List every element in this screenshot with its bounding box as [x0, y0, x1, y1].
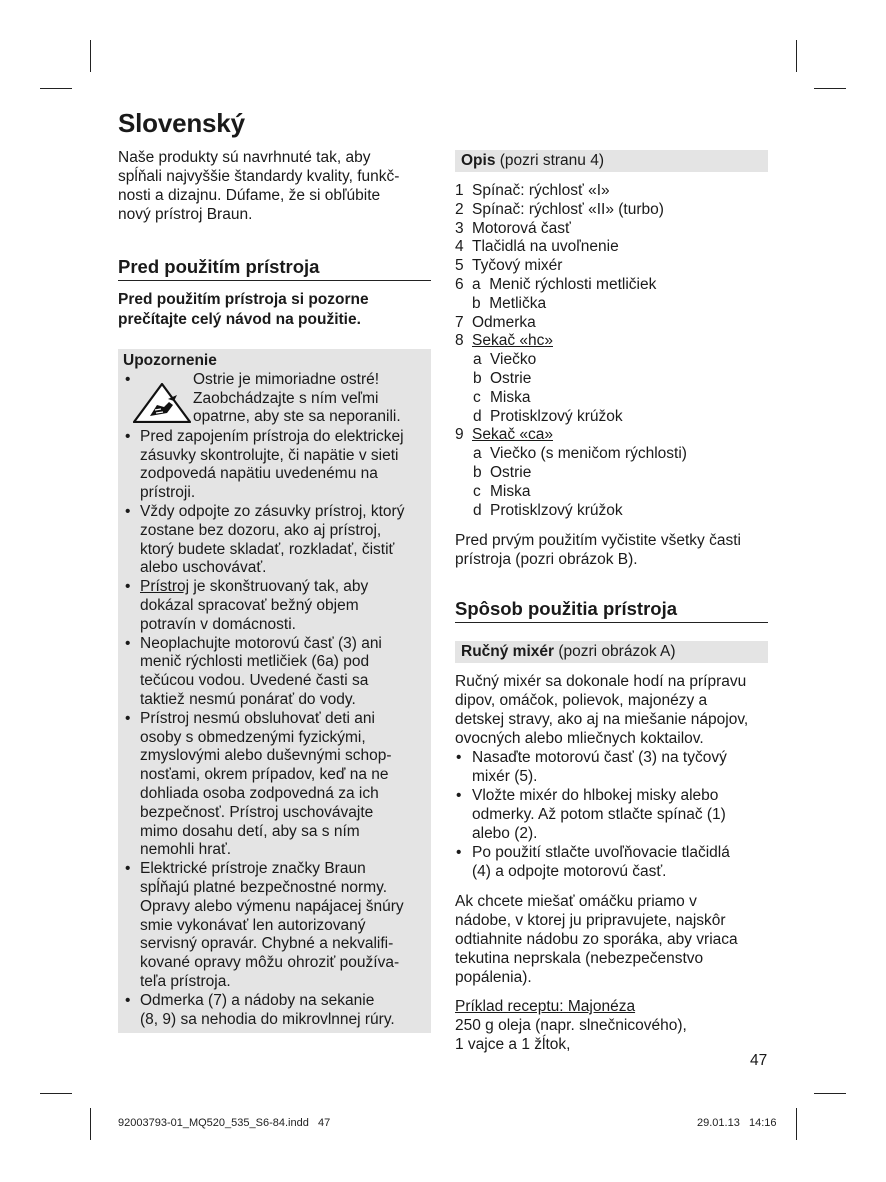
warning-item: • Odmerka (7) a nádoby na sekanie (8, 9) sa nehodia do mikrovlnnej rúry.	[125, 991, 395, 1028]
warning-item: • Prístroj nesmú obsluhovať deti ani osoby s obmedzenými fyzickými, zmyslovými alebo duševnými schop- nosťami, okrem prípadov, keď na ne dohliada osoba zodpovedná za ich bezpečnosť. Prístroj uschovávajte mimo dosahu detí, aby sa s ním nemohli hrať.	[125, 709, 392, 859]
usage-step: • Vložte mixér do hlbokej misky alebo odmerky. Až potom stlačte spínač (1) alebo (2).	[456, 787, 726, 842]
intro-line: nový prístroj Braun.	[118, 206, 253, 223]
part-subitem: b Ostrie	[473, 369, 532, 387]
hand-blender-header: Ručný mixér (pozri obrázok A)	[455, 641, 768, 663]
before-use-note: Pred použitím prístroja si pozorne prečítajte celý návod na použitie.	[118, 291, 369, 328]
part-subitem: a Viečko (s meničom rýchlosti)	[473, 445, 687, 463]
page-number: 47	[750, 1052, 768, 1069]
intro-line: spĺňali najvyššie štandardy kvality, funkč-	[118, 168, 400, 185]
part-item: 1 Spínač: rýchlosť «I»	[455, 182, 610, 199]
section-heading-before-use: Pred použitím prístroja	[118, 256, 431, 281]
usage-section	[455, 598, 768, 1054]
description-header: Opis (pozri stranu 4)	[455, 150, 768, 172]
usage-step: • Nasaďte motorovú časť (3) na tyčový mixér (5).	[456, 749, 727, 785]
warning-item: • Vždy odpojte zo zásuvky prístroj, ktorý zostane bez dozoru, ako aj prístroj, ktorý budete skladať, rozkladať, čistiť alebo uschovávať.	[125, 502, 405, 577]
part-item: 4 Tlačidlá na uvoľnenie	[455, 238, 619, 256]
recipe-title: Príklad receptu: Majonéza	[455, 998, 636, 1015]
crop-mark	[814, 88, 846, 89]
warning-box	[118, 349, 431, 1033]
part-item: 2 Spínač: rýchlosť «II» (turbo)	[455, 200, 664, 218]
warning-item: • Neoplachujte motorovú časť (3) ani menič rýchlosti metličiek (6a) pod tečúcou vodou. Uvedené časti sa taktiež nesmú ponárať do vody.	[125, 634, 382, 708]
intro-line: Naše produkty sú navrhnuté tak, aby	[118, 149, 371, 166]
footer-file-info: 92003793-01_MQ520_535_S6-84.indd 47	[118, 1117, 331, 1129]
warning-item: • Ostrie je mimoriadne ostré! Zaobchádzajte s ním veľmi opatrne, aby ste sa neporanili.	[125, 370, 401, 426]
section-heading-usage: Spôsob použitia prístroja	[455, 598, 768, 623]
parts-list	[455, 182, 768, 520]
crop-mark	[40, 1093, 72, 1094]
part-item: 6 a Menič rýchlosti metličiek	[455, 275, 657, 293]
part-item: 5 Tyčový mixér	[455, 257, 563, 275]
warning-item: • Prístroj je skonštruovaný tak, aby dokázal spracovať bežný objem potravín v domácnosti.	[125, 578, 369, 633]
part-subitem: d Protisklzový krúžok	[473, 407, 623, 425]
part-item: 3 Motorová časť	[455, 219, 571, 237]
warning-item: • Elektrické prístroje značky Braun spĺňajú platné bezpečnostné normy. Opravy alebo výmenu napájacej šnúry smie vykonávať len autorizovaný servisný opravár. Chybné a nekvalifi- kované opravy môžu ohroziť používa- teľa prístroja.	[125, 860, 404, 990]
crop-mark	[796, 40, 797, 72]
warning-item: • Pred zapojením prístroja do elektrickej zásuvky skontrolujte, či napätie v sieti zodpovedá napätiu uvedenému na prístroji.	[125, 427, 404, 502]
cleaning-note: Pred prvým použitím vyčistite všetky časti prístroja (pozri obrázok B).	[455, 532, 741, 569]
part-subitem: b Ostrie	[473, 463, 532, 481]
crop-mark	[796, 1108, 797, 1140]
part-item: 7 Odmerka	[455, 313, 536, 331]
description-section	[455, 150, 768, 569]
part-subitem: a Viečko	[473, 351, 537, 369]
footer-date: 29.01.13 14:16	[697, 1117, 777, 1129]
page-title: Slovenský	[118, 108, 245, 138]
crop-mark	[814, 1093, 846, 1094]
intro-paragraph	[118, 148, 431, 224]
usage-intro: Ručný mixér sa dokonale hodí na prípravu dipov, omáčok, polievok, majonézy a detskej stravy, ako aj na miešanie nápojov, ovocných alebo mliečnych koktailov.	[455, 673, 749, 747]
recipe: Príklad receptu: Majonéza 250 g oleja (napr. slnečnicového), 1 vajce a 1 žĺtok,	[455, 998, 687, 1053]
crop-mark	[90, 1108, 91, 1140]
blade-warning-icon	[133, 383, 191, 423]
warning-title: Upozornenie	[123, 352, 217, 369]
usage-steps	[455, 748, 768, 881]
part-subitem: d Protisklzový krúžok	[473, 501, 623, 519]
sauce-tip: Ak chcete miešať omáčku priamo v nádobe, v ktorej ju pripravujete, najskôr odtiahnite nádobu zo sporáka, aby vriaca tekutina neprskala (nebezpečenstvo popálenia).	[455, 893, 738, 986]
usage-step: • Po použití stlačte uvoľňovacie tlačidlá (4) a odpojte motorovú časť.	[456, 844, 730, 880]
crop-mark	[40, 88, 72, 89]
intro-line: nosti a dizajnu. Dúfame, že si obľúbite	[118, 187, 381, 204]
part-item: b Metlička	[472, 294, 547, 312]
part-subitem: c Miska	[473, 388, 531, 406]
part-item: 8 Sekač «hc»	[455, 332, 553, 350]
before-use-section	[118, 256, 431, 330]
part-item: 9 Sekač «ca»	[455, 426, 553, 444]
part-subitem: c Miska	[473, 482, 531, 500]
crop-mark	[90, 40, 91, 72]
